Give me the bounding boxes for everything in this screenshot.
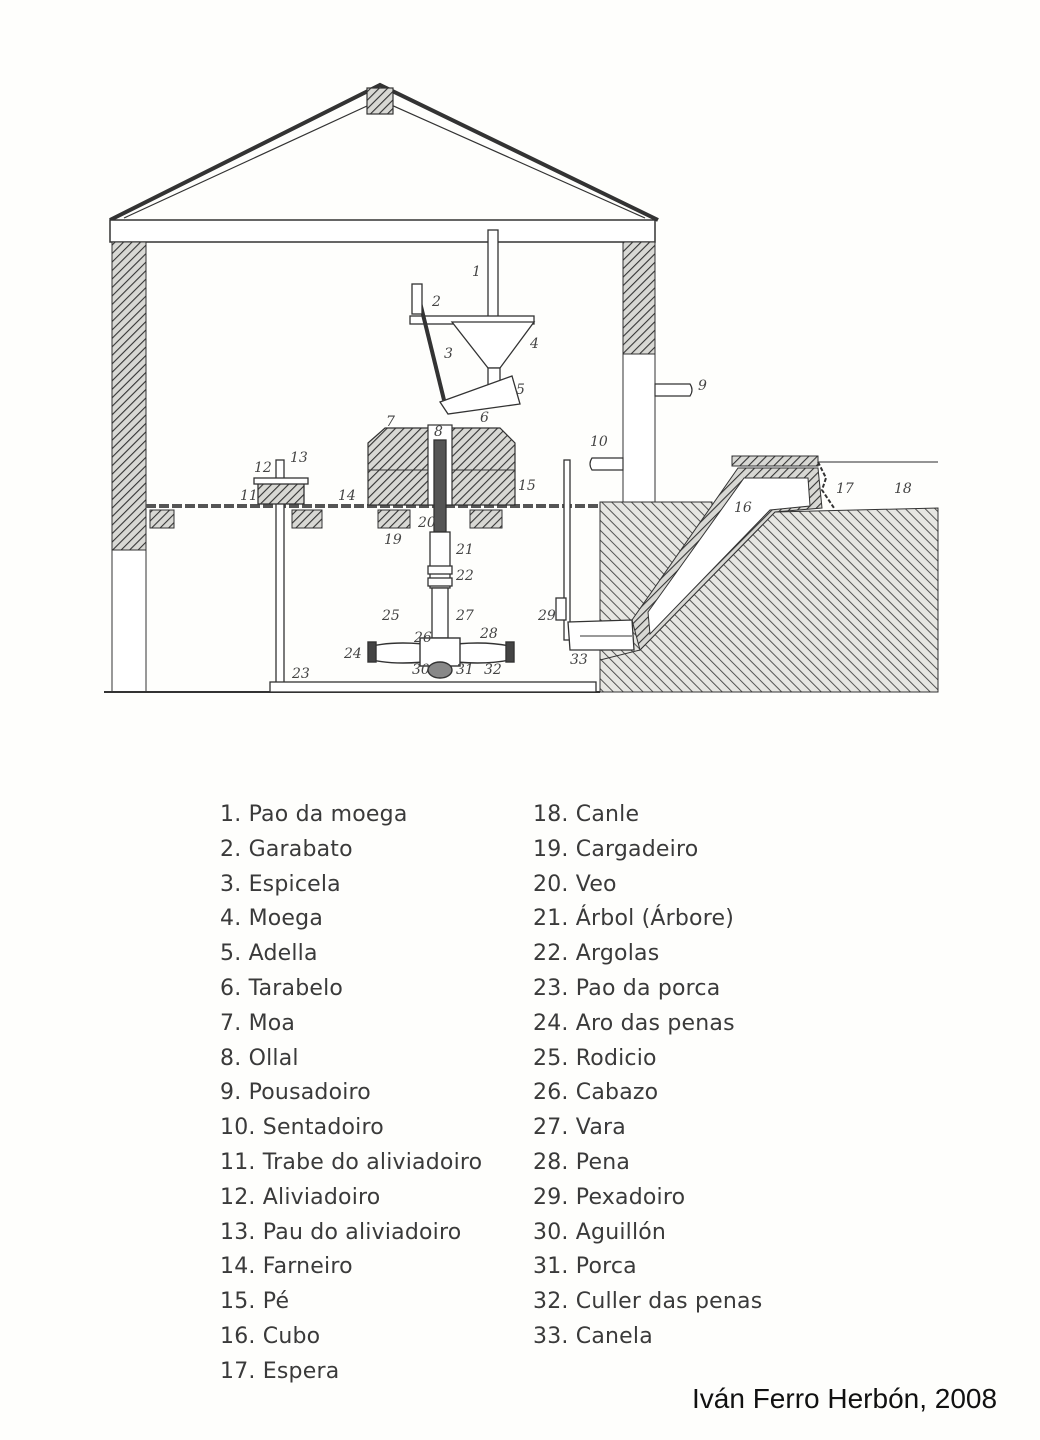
callout-11: 11 (240, 488, 258, 504)
legend-item: 14. Farneiro (220, 1254, 353, 1280)
legend-item: 3. Espicela (220, 871, 341, 897)
callout-22: 22 (456, 568, 474, 584)
legend-item: 22. Argolas (533, 941, 660, 967)
legend-item: 8. Ollal (220, 1045, 299, 1071)
legend-item: 27. Vara (533, 1115, 626, 1141)
callout-33: 33 (570, 652, 588, 668)
callout-2: 2 (432, 294, 441, 310)
callout-17: 17 (836, 481, 854, 497)
roof-beam (110, 220, 655, 242)
callout-10: 10 (590, 434, 608, 450)
floor-beams (150, 510, 502, 528)
legend-item: 21. Árbol (Árbore) (533, 906, 734, 932)
author-credit: Iván Ferro Herbón, 2008 (692, 1383, 998, 1414)
callout-12: 12 (254, 460, 272, 476)
legend-item: 29. Pexadoiro (533, 1184, 686, 1210)
callout-18: 18 (894, 481, 912, 497)
callout-7: 7 (386, 414, 395, 430)
legend-item: 23. Pao da porca (533, 975, 721, 1001)
legend-item: 19. Cargadeiro (533, 836, 699, 862)
legend-item: 24. Aro das penas (533, 1010, 735, 1036)
callout-16: 16 (734, 500, 752, 516)
legend-item: 28. Pena (533, 1149, 631, 1175)
base-beam (270, 682, 596, 692)
legend-item: 13. Pau do aliviadoiro (220, 1219, 462, 1245)
left-wall (112, 242, 146, 692)
legend-item: 30. Aguillón (533, 1219, 667, 1245)
legend-item: 7. Moa (220, 1010, 296, 1036)
callout-27: 27 (456, 608, 474, 624)
legend-item: 15. Pé (220, 1289, 290, 1315)
callout-5: 5 (516, 382, 525, 398)
legend-item: 11. Trabe do aliviadoiro (220, 1149, 483, 1175)
callout-23: 23 (292, 666, 310, 682)
legend-item: 2. Garabato (220, 836, 353, 862)
legend-item: 17. Espera (220, 1358, 340, 1384)
callout-8: 8 (434, 424, 443, 440)
pexadoiro (556, 460, 570, 640)
callout-29: 29 (538, 608, 556, 624)
legend-left-column (220, 798, 482, 1390)
callout-6: 6 (480, 410, 489, 426)
legend-item: 26. Cabazo (533, 1080, 659, 1106)
legend-item: 16. Cubo (220, 1323, 321, 1349)
callout-3: 3 (444, 346, 453, 362)
callout-28: 28 (480, 626, 498, 642)
legend-item: 25. Rodicio (533, 1045, 657, 1071)
callout-24: 24 (344, 646, 362, 662)
callout-20: 20 (418, 515, 436, 531)
legend-item: 12. Aliviadoiro (220, 1184, 381, 1210)
callout-19: 19 (384, 532, 402, 548)
callout-26: 26 (414, 630, 432, 646)
legend-right-column (533, 798, 762, 1355)
legend-item: 1. Pao da moega (220, 802, 408, 827)
legend-item: 5. Adella (220, 941, 318, 967)
callout-25: 25 (382, 608, 400, 624)
callout-13: 13 (290, 450, 308, 466)
legend-item: 31. Porca (533, 1254, 637, 1280)
lever-aliviadoiro (254, 460, 308, 688)
legend-item: 4. Moega (220, 906, 324, 932)
legend-item: 20. Veo (533, 871, 617, 897)
legend-item: 18. Canle (533, 802, 640, 827)
callout-31: 31 (456, 662, 474, 678)
callout-21: 21 (456, 542, 474, 558)
callout-4: 4 (530, 336, 539, 352)
right-wall (623, 242, 655, 502)
legend-item: 33. Canela (533, 1323, 653, 1349)
legend-item: 10. Sentadoiro (220, 1115, 384, 1141)
callout-1: 1 (472, 264, 481, 280)
legend-item: 6. Tarabelo (220, 975, 344, 1001)
legend-item: 9. Pousadoiro (220, 1080, 371, 1106)
callout-32: 32 (484, 662, 502, 678)
callout-15: 15 (518, 478, 536, 494)
callout-14: 14 (338, 488, 356, 504)
legend-item: 32. Culler das penas (533, 1289, 763, 1315)
roof (110, 85, 658, 220)
callout-9: 9 (698, 378, 707, 394)
callout-30: 30 (412, 662, 430, 678)
